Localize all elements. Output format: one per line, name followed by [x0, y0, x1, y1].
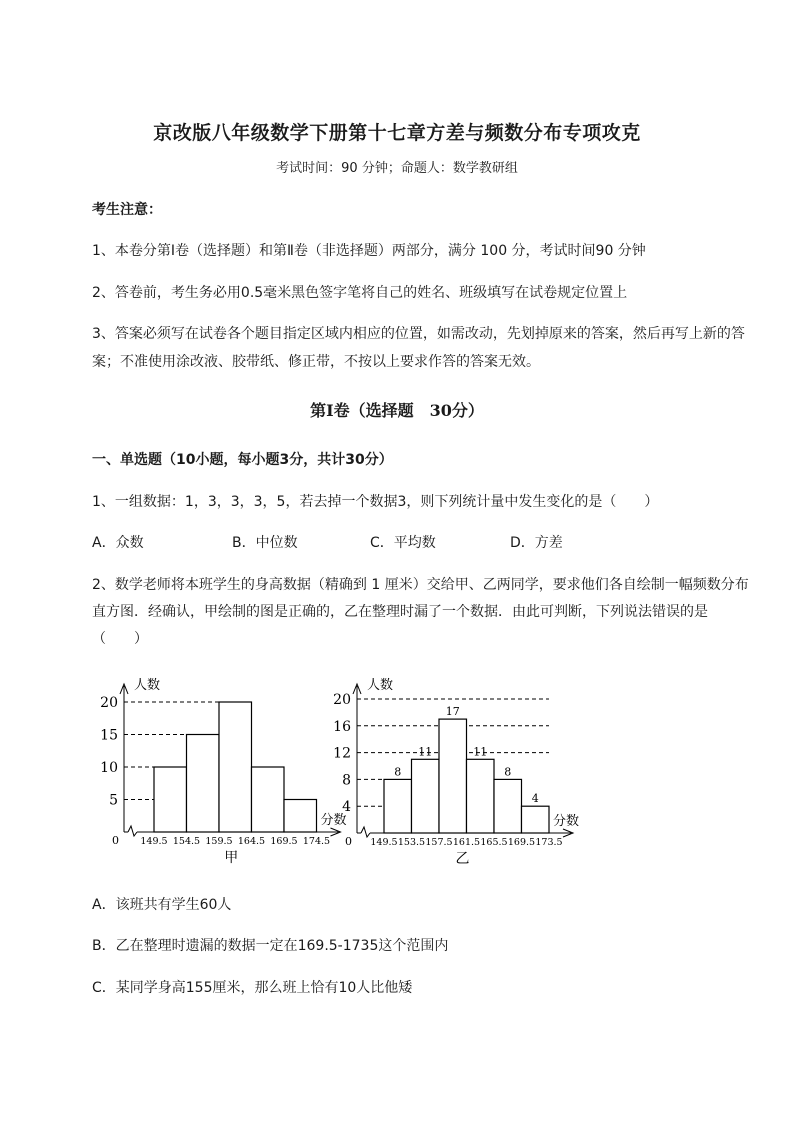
data-label: 11 — [418, 745, 433, 759]
data-label: 8 — [504, 765, 512, 779]
data-label: 4 — [531, 792, 539, 806]
data-label: 11 — [473, 745, 488, 759]
histogram-bar — [187, 735, 220, 833]
x-tick-label: 154.5 — [172, 836, 201, 847]
data-label: 17 — [445, 705, 460, 719]
q1-option-d: D．方差 — [510, 535, 563, 551]
histogram-bar — [252, 767, 285, 832]
q2-option-c: C．某同学身高155厘米，那么班上恰有10人比他矮 — [92, 980, 413, 996]
x-tick-label: 159.5 — [205, 836, 233, 847]
q2-option-a: A．该班共有学生60人 — [92, 897, 232, 913]
x-axis-label: 分数 — [320, 813, 347, 828]
notice-item-2: 2、答卷前，考生务必用0.5毫米黑色签字笔将自己的姓名、班级填写在试卷规定位置上 — [92, 285, 628, 301]
histogram-bar — [219, 702, 252, 832]
y-tick-label: 5 — [109, 792, 118, 809]
x-tick-label: 169.5 — [507, 837, 536, 848]
histogram-bar — [522, 806, 550, 833]
x-axis-break — [128, 826, 137, 836]
y-tick-label: 4 — [342, 799, 351, 816]
y-tick-label: 20 — [333, 692, 351, 708]
data-label: 8 — [394, 765, 402, 779]
page-title: 京改版八年级数学下册第十七章方差与频数分布专项攻克 — [153, 122, 641, 144]
x-tick-label: 169.5 — [270, 836, 298, 847]
q2-option-b: B．乙在整理时遗漏的数据一定在169.5-1735这个范围内 — [92, 938, 449, 954]
x-tick-label: 165.5 — [480, 837, 508, 848]
y-tick-label: 8 — [342, 772, 351, 789]
histogram-bar — [154, 767, 187, 832]
y-tick-label: 10 — [100, 760, 118, 776]
histogram-bar — [412, 759, 440, 833]
q1-option-c: C．平均数 — [370, 535, 436, 551]
origin-label: 0 — [345, 835, 352, 848]
chart-caption: 乙 — [455, 851, 470, 867]
question-1: 1、一组数据：1，3，3，3，5，若去掉一个数据3，则下列统计量中发生变化的是（ ） — [92, 494, 659, 510]
part-title: 一、单选题（10小题，每小题3分，共计30分） — [92, 452, 393, 468]
y-tick-label: 20 — [100, 695, 118, 711]
origin-label: 0 — [112, 834, 119, 847]
histogram-bar — [467, 759, 495, 833]
x-tick-label: 173.5 — [535, 837, 563, 848]
chart-caption: 甲 — [224, 850, 239, 866]
histogram-bar — [384, 779, 412, 833]
y-axis-label: 人数 — [367, 678, 394, 693]
q1-option-b: B．中位数 — [232, 535, 298, 551]
q1-option-a: A．众数 — [92, 535, 144, 551]
x-tick-label: 174.5 — [302, 836, 331, 847]
x-tick-label: 153.5 — [397, 837, 426, 848]
notice-item-1: 1、本卷分第Ⅰ卷（选择题）和第Ⅱ卷（非选择题）两部分，满分 100 分，考试时间90 分钟 — [92, 243, 646, 259]
section-title: 第Ⅰ卷（选择题 30分） — [310, 401, 484, 420]
histogram-yi — [333, 672, 600, 872]
histogram-bar — [439, 719, 467, 833]
notice-item-3: 3、答案必须写在试卷各个题目指定区域内相应的位置，如需改动，先划掉原来的答案，然后再写上新的答案；不准使用涂改液、胶带纸、修正带，不按以上要求作答的答案无效。 — [92, 326, 745, 370]
x-tick-label: 157.5 — [425, 837, 453, 848]
x-tick-label: 149.5 — [140, 836, 168, 847]
x-tick-label: 161.5 — [452, 837, 481, 848]
histogram-bar — [494, 779, 522, 833]
y-tick-label: 15 — [100, 727, 118, 744]
x-axis-label: 分数 — [553, 814, 580, 829]
y-tick-label: 16 — [333, 718, 351, 735]
y-tick-label: 12 — [333, 745, 351, 762]
histogram-jia — [100, 672, 360, 872]
histogram-bar — [284, 800, 317, 833]
question-2: 2、数学老师将本班学生的身高数据（精确到 1 厘米）交给甲、乙两同学，要求他们各自绘制一幅频数分布直方图．经确认，甲绘制的图是正确的，乙在整理时漏了一个数据．由此可判断，下列说法错误的是（ ） — [92, 577, 749, 647]
x-tick-label: 149.5 — [370, 837, 398, 848]
notice-heading: 考生注意： — [92, 202, 162, 218]
y-axis-label: 人数 — [134, 678, 161, 693]
x-tick-label: 164.5 — [237, 836, 266, 847]
page-subtitle: 考试时间：90 分钟；命题人：数学教研组 — [276, 161, 518, 176]
x-axis-break — [361, 827, 370, 837]
